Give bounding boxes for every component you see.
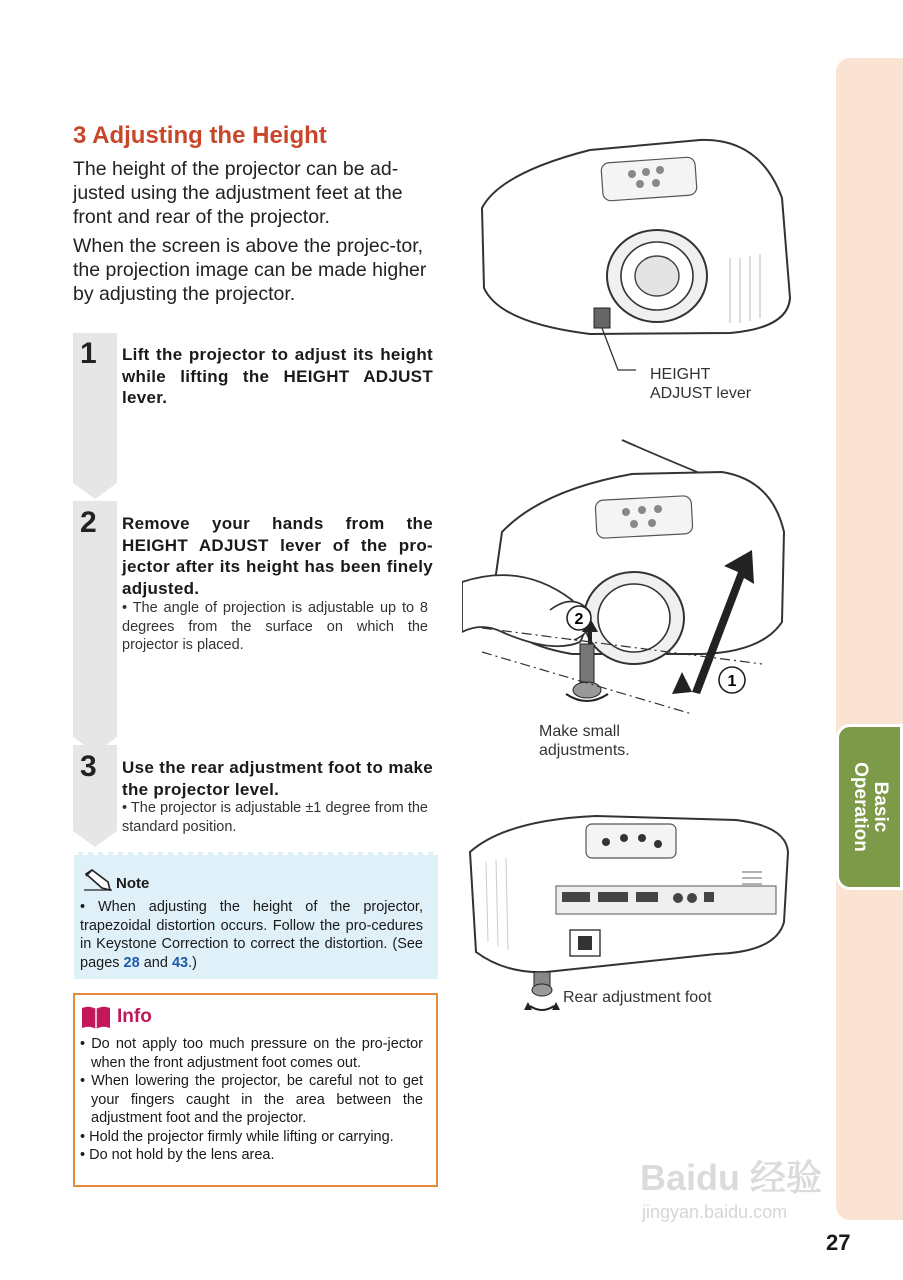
lever-label-line-2: ADJUST lever [650,385,752,402]
info-title: Info [117,1006,152,1027]
step-number-3: 3 [80,750,97,783]
info-item: • When lowering the projector, be careful not to get your fingers caught in the area between the adjustment foot and the projector. [80,1073,423,1126]
section-tab-basic-operation[interactable] [836,724,903,890]
watermark-url: jingyan.baidu.com [642,1202,788,1222]
step-1-text: Lift the projector to adjust its height while lifting the HEIGHT ADJUST lever. [122,345,433,407]
callout-2: 2 [574,611,584,628]
step-2-text: Remove your hands from the HEIGHT ADJUST lever of the pro-jector after its height has been finely adjusted. [122,514,433,598]
callout-1: 1 [727,673,737,690]
info-list [80,1035,423,1165]
step-2-bullet: • The angle of projection is adjustable up to 8 degrees from the surface on which the projector is placed. [122,600,428,653]
step-number-1: 1 [80,337,97,370]
side-tab-background [836,58,903,1220]
rear-foot-label: Rear adjustment foot [563,989,712,1006]
step-3-text: Use the rear adjustment foot to make the projector level. [122,758,433,799]
section-tab-label: Basic Operation [849,762,891,852]
projector-lifting-illustration [462,432,792,732]
small-adjust-label-2: adjustments. [539,742,630,759]
page-link-28[interactable]: 28 [123,954,140,971]
watermark-logo: Baidu 经验 [640,1157,823,1198]
page-number: 27 [826,1230,851,1255]
page-link-43[interactable]: 43 [171,954,189,971]
note-text: • When adjusting the height of the projector, trapezoidal distortion occurs. Follow the pro-cedures in Keystone Correction to correct the distortion. (See pages 28 and 43.) [80,899,423,971]
section-title: 3 Adjusting the Height [73,122,327,149]
intro-paragraph-1: The height of the projector can be ad-justed using the adjustment feet at the front and rear of the projector. [73,158,403,228]
info-item: • Hold the projector firmly while lifting or carrying. [80,1128,394,1145]
projector-front-illustration [470,138,800,398]
lever-label-line-1: HEIGHT [650,366,711,383]
info-item: • Do not apply too much pressure on the pro-jector when the front adjustment foot comes out. [80,1036,423,1071]
small-adjust-label-1: Make small [539,723,620,740]
info-item: • Do not hold by the lens area. [80,1147,275,1163]
note-title: Note [116,875,150,892]
step-number-2: 2 [80,506,97,539]
book-icon [80,1005,112,1031]
pencil-icon [82,868,116,894]
step-3-bullet: • The projector is adjustable ±1 degree from the standard position. [122,800,428,835]
note-dotted-edge [74,851,438,859]
intro-paragraph-2: When the screen is above the projec-tor, the projection image can be made higher by adjusting the projector. [73,235,427,305]
